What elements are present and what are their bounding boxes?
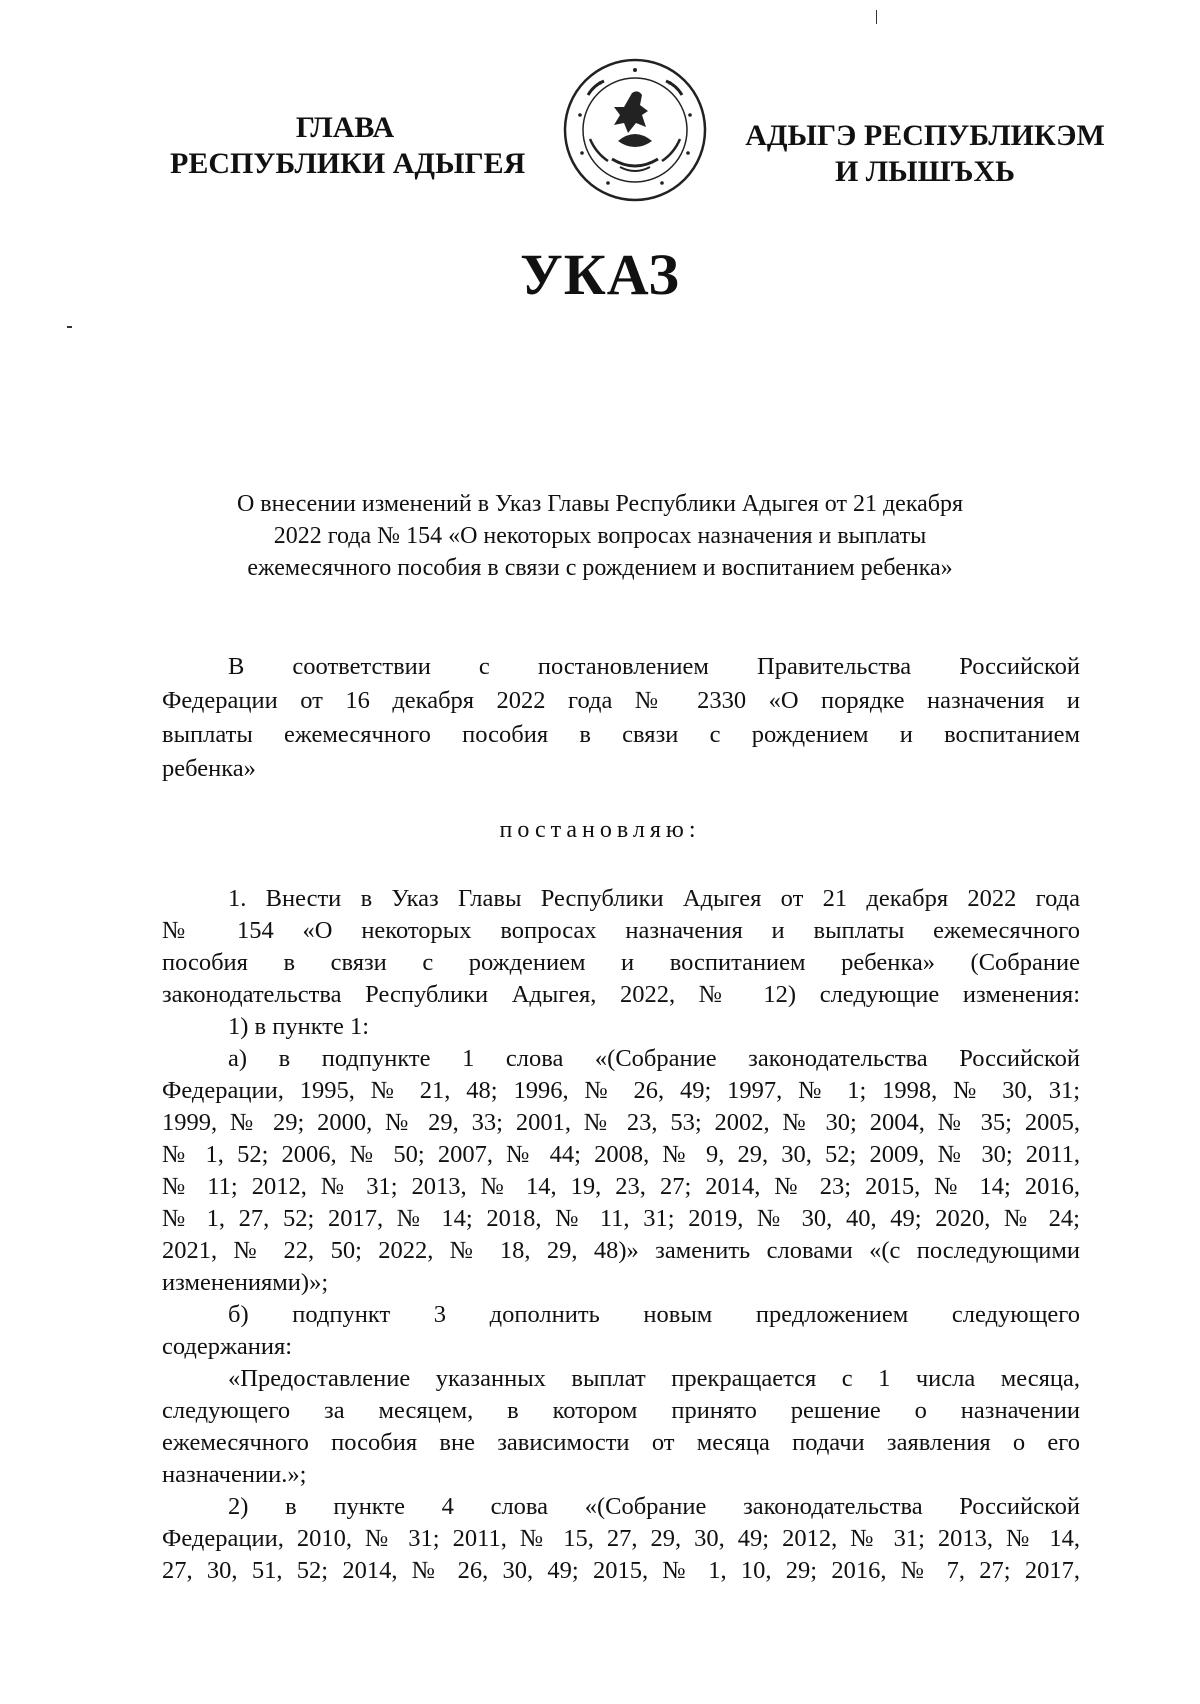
header-left-line-1: ГЛАВА	[295, 111, 395, 144]
body-line: 2021, № 22, 50; 2022, № 18, 29, 48)» заменить словами «(с последующими	[162, 1237, 1080, 1264]
body-line: 1) в пункте 1:	[228, 1013, 370, 1040]
body-line: содержания:	[162, 1333, 293, 1360]
body-line: № 11; 2012, № 31; 2013, № 14, 19, 23, 27; 2014, № 23; 2015, № 14; 2016,	[162, 1173, 1080, 1200]
body-line: 2) в пункте 4 слова «(Собрание законодательства Российской	[228, 1493, 1080, 1520]
title-line-3: ежемесячного пособия в связи с рождением и воспитанием ребенка»	[247, 555, 953, 581]
scan-mark	[876, 10, 877, 24]
scan-mark	[67, 326, 72, 328]
title-line-2: 2022 года № 154 «О некоторых вопросах назначения и выплаты	[273, 523, 927, 549]
body-line: Федерации, 1995, № 21, 48; 1996, № 26, 49; 1997, № 1; 1998, № 30, 31;	[162, 1077, 1080, 1104]
document-type-heading: УКАЗ	[520, 242, 680, 307]
preamble-line: ребенка»	[162, 755, 256, 782]
body-line: 27, 30, 51, 52; 2014, № 26, 30, 49; 2015, № 1, 10, 29; 2016, № 7, 27; 2017,	[162, 1557, 1080, 1584]
header-right	[740, 118, 1110, 190]
decree-word: постановляю:	[499, 817, 701, 843]
body-line: назначении.»;	[162, 1461, 307, 1488]
header-right-line-1: АДЫГЭ РЕСПУБЛИКЭМ	[745, 119, 1105, 152]
body-line: № 1, 27, 52; 2017, № 14; 2018, № 11, 31; 2019, № 30, 40, 49; 2020, № 24;	[162, 1205, 1080, 1232]
body-line: № 1, 52; 2006, № 50; 2007, № 44; 2008, № 9, 29, 30, 52; 2009, № 30; 2011,	[162, 1141, 1080, 1168]
body-line: «Предоставление указанных выплат прекращается с 1 числа месяца,	[228, 1365, 1080, 1392]
body-line: пособия в связи с рождением и воспитанием ребенка» (Собрание	[162, 949, 1080, 976]
body-line: б) подпункт 3 дополнить новым предложением следующего	[228, 1301, 1080, 1328]
body-line: Федерации, 2010, № 31; 2011, № 15, 27, 29, 30, 49; 2012, № 31; 2013, № 14,	[162, 1525, 1080, 1552]
header-left	[170, 110, 526, 182]
title-line-1: О внесении изменений в Указ Главы Республики Адыгея от 21 декабря	[236, 491, 964, 517]
body-line: изменениями)»;	[162, 1269, 329, 1296]
header-right-line-2: И ЛЫШЪХЬ	[834, 155, 1016, 188]
body-line: № 154 «О некоторых вопросах назначения и выплаты ежемесячного	[162, 917, 1080, 944]
body-line: ежемесячного пособия вне зависимости от месяца подачи заявления о его	[162, 1429, 1080, 1456]
preamble-line: В соответствии с постановлением Правительства Российской	[228, 653, 1080, 680]
preamble-line: выплаты ежемесячного пособия в связи с рождением и воспитанием	[162, 721, 1080, 748]
body-line: 1999, № 29; 2000, № 29, 33; 2001, № 23, 53; 2002, № 30; 2004, № 35; 2005,	[162, 1109, 1080, 1136]
body-line: законодательства Республики Адыгея, 2022, № 12) следующие изменения:	[162, 981, 1080, 1008]
body-line: а) в подпункте 1 слова «(Собрание законодательства Российской	[228, 1045, 1080, 1072]
preamble-line: Федерации от 16 декабря 2022 года № 2330 «О порядке назначения и	[162, 687, 1080, 714]
header-left-line-2: РЕСПУБЛИКИ АДЫГЕЯ	[170, 147, 526, 180]
coat-of-arms-emblem	[560, 55, 710, 205]
body-line: 1. Внести в Указ Главы Республики Адыгея от 21 декабря 2022 года	[228, 885, 1080, 912]
body-line: следующего за месяцем, в котором принято решение о назначении	[162, 1397, 1080, 1424]
